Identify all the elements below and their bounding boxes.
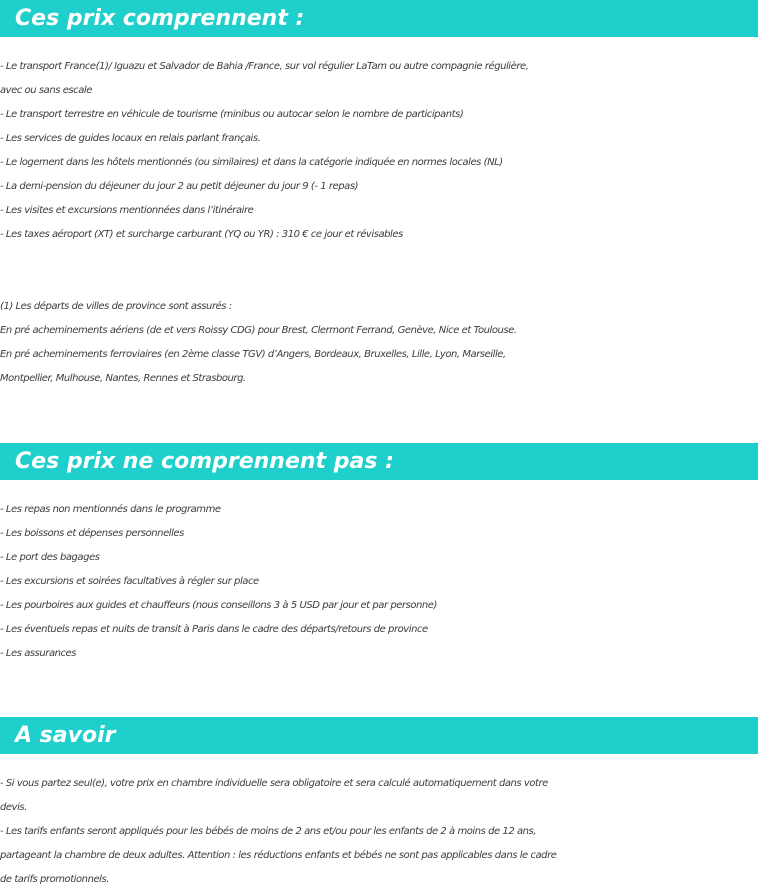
note-line: (1) Les départs de villes de province sont assurés : xyxy=(0,301,232,312)
includes-list xyxy=(0,55,758,247)
list-item: - Le logement dans les hôtels mentionnés (ou similaires) et dans la catégorie indiquée en normes locales (NL) xyxy=(0,157,503,168)
list-item: avec ou sans escale xyxy=(0,85,92,96)
spacer xyxy=(0,754,758,772)
list-item: devis. xyxy=(0,802,27,813)
departures-note xyxy=(0,295,758,391)
list-item: - Les repas non mentionnés dans le programme xyxy=(0,504,221,515)
excludes-list xyxy=(0,498,758,666)
info-list xyxy=(0,772,758,892)
section-info xyxy=(0,717,758,892)
section-excludes xyxy=(0,443,758,666)
spacer xyxy=(0,480,758,498)
section-includes xyxy=(0,0,758,391)
includes-heading: Ces prix comprennent : xyxy=(0,0,758,37)
spacer xyxy=(0,37,758,55)
list-item: - Les pourboires aux guides et chauffeurs (nous conseillons 3 à 5 USD par jour et par personne) xyxy=(0,600,437,611)
list-item: - Les taxes aéroport (XT) et surcharge carburant (YQ ou YR) : 310 € ce jour et révisables xyxy=(0,229,403,240)
list-item: - Les services de guides locaux en relais parlant français. xyxy=(0,133,261,144)
info-heading: A savoir xyxy=(0,717,758,754)
note-line: Montpellier, Mulhouse, Nantes, Rennes et Strasbourg. xyxy=(0,373,246,384)
list-item: partageant la chambre de deux adultes. Attention : les réductions enfants et bébés ne sont pas applicables dans le cadre xyxy=(0,850,557,861)
list-item: - Le transport France(1)/ Iguazu et Salvador de Bahia /France, sur vol régulier LaTam ou autre compagnie régulière, xyxy=(0,61,529,72)
list-item: - Les boissons et dépenses personnelles xyxy=(0,528,184,539)
list-item: - Les tarifs enfants seront appliqués pour les bébés de moins de 2 ans et/ou pour les enfants de 2 à moins de 12 ans, xyxy=(0,826,537,837)
list-item: de tarifs promotionnels. xyxy=(0,874,109,885)
list-item: - Les éventuels repas et nuits de transit à Paris dans le cadre des départs/retours de province xyxy=(0,624,428,635)
note-line: En pré acheminements aériens (de et vers Roissy CDG) pour Brest, Clermont Ferrand, Genève, Nice et Toulouse. xyxy=(0,325,517,336)
spacer xyxy=(0,391,758,443)
spacer xyxy=(0,666,758,717)
list-item: - Si vous partez seul(e), votre prix en chambre individuelle sera obligatoire et sera calculé automatiquement dans votre xyxy=(0,778,548,789)
list-item: - Les assurances xyxy=(0,648,77,659)
list-item: - Le port des bagages xyxy=(0,552,100,563)
note-line: En pré acheminements ferroviaires (en 2ème classe TGV) d’Angers, Bordeaux, Bruxelles, Lille, Lyon, Marseille, xyxy=(0,349,506,360)
list-item: - La demi-pension du déjeuner du jour 2 au petit déjeuner du jour 9 (- 1 repas) xyxy=(0,181,359,192)
list-item: - Les excursions et soirées facultatives à régler sur place xyxy=(0,576,259,587)
spacer xyxy=(0,247,758,295)
excludes-heading: Ces prix ne comprennent pas : xyxy=(0,443,758,480)
list-item: - Le transport terrestre en véhicule de tourisme (minibus ou autocar selon le nombre de participants) xyxy=(0,109,464,120)
list-item: - Les visites et excursions mentionnées dans l’itinéraire xyxy=(0,205,254,216)
